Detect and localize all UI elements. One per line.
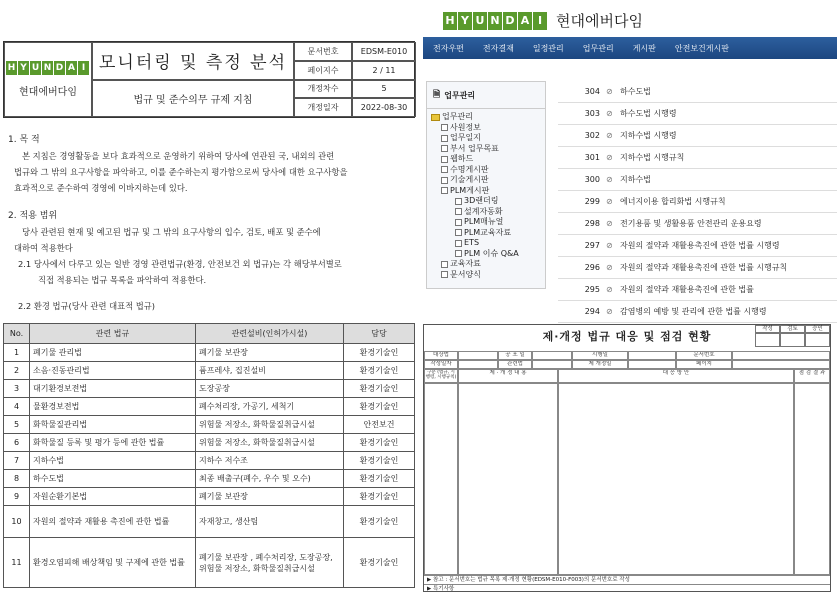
post-title[interactable]: 자원의 절약과 재활용촉진에 관한 법률 시행규칙 xyxy=(620,263,788,272)
list-item[interactable] xyxy=(558,235,837,257)
logo-letter: I xyxy=(533,12,547,30)
cell-law: 소음·진동관리법 xyxy=(30,362,196,380)
table-row xyxy=(4,538,415,588)
sidebar-tree-item[interactable] xyxy=(431,154,541,165)
meta-label-revision: 개정차수 xyxy=(294,80,352,99)
cell-law: 자원순환기본법 xyxy=(30,488,196,506)
list-item[interactable] xyxy=(558,257,837,279)
form-info-value[interactable] xyxy=(458,351,498,360)
list-item[interactable] xyxy=(558,125,837,147)
cell-result[interactable] xyxy=(794,383,830,575)
form-note: ▶ 참고 : 문서번호는 법규 목록 제·개정 현황(EDSM-E010-F003)의 문서번호로 작성 xyxy=(424,575,830,585)
cell-owner: 환경기술인 xyxy=(344,434,415,452)
page-icon xyxy=(441,145,448,152)
col-header-owner: 담당 xyxy=(344,324,415,344)
cell-changes[interactable] xyxy=(458,383,558,575)
cell-facility: 최종 배출구(폐수, 우수 및 오수) xyxy=(196,470,344,488)
cell-law: 화학물질 등록 및 평가 등에 관한 법률 xyxy=(30,434,196,452)
col-header-law: 관련 법규 xyxy=(30,324,196,344)
cell-law: 하수도법 xyxy=(30,470,196,488)
cell-no: 10 xyxy=(4,506,30,538)
sidebar-tree-item[interactable] xyxy=(431,249,541,260)
list-item[interactable] xyxy=(558,191,837,213)
post-title[interactable]: 하수도법 시행령 xyxy=(620,109,677,118)
logo-letter: U xyxy=(473,12,487,30)
portal-logo xyxy=(443,10,643,31)
form-info-label: 작성일자 xyxy=(424,360,458,369)
attachment-icon: ⊘ xyxy=(606,153,613,162)
sidebar-tree-item[interactable] xyxy=(431,228,541,239)
sidebar-tree-item[interactable] xyxy=(431,175,541,186)
post-title[interactable]: 자원의 절약과 재활용촉진에 관한 법률 xyxy=(620,285,754,294)
table-row xyxy=(4,470,415,488)
page-icon xyxy=(441,156,448,163)
form-info-value[interactable] xyxy=(458,360,498,369)
nav-item[interactable]: 전자결재 xyxy=(482,43,514,53)
sidebar-tree-label: 업무일지 xyxy=(450,133,481,142)
sidebar-tree-item[interactable] xyxy=(431,259,541,270)
page-icon xyxy=(455,219,462,226)
post-number: 303 xyxy=(584,109,600,118)
sign-cell[interactable] xyxy=(780,333,805,347)
col-header-facility: 관련설비(인허가시설) xyxy=(196,324,344,344)
form-info-value[interactable] xyxy=(628,360,676,369)
form-info-value[interactable] xyxy=(732,351,830,360)
post-number: 304 xyxy=(584,87,600,96)
post-title[interactable]: 자원의 절약과 재활용촉진에 관한 법률 시행령 xyxy=(620,241,780,250)
cell-facility: 폐기물 보관장 , 폐수처리장, 도장공장,위험물 저장소, 화학물질취급시설 xyxy=(196,538,344,588)
cell-no: 6 xyxy=(4,434,30,452)
page-icon xyxy=(441,166,448,173)
form-info-label: 문서번호 xyxy=(676,351,732,360)
form-info-label: 제 개정일 xyxy=(572,360,628,369)
page-icon xyxy=(455,229,462,236)
cell-no: 11 xyxy=(4,538,30,588)
post-title[interactable]: 지하수법 시행규칙 xyxy=(620,153,685,162)
post-title[interactable]: 감염병의 예방 및 관리에 관한 법률 시행령 xyxy=(620,307,767,316)
sidebar-tree-item[interactable] xyxy=(431,123,541,134)
cell-facility: 지하수 저수조 xyxy=(196,452,344,470)
attachment-icon: ⊘ xyxy=(606,131,613,140)
hyundai-logo xyxy=(443,12,548,30)
cell-law: 지하수법 xyxy=(30,452,196,470)
form-info-label: 공 포 일 xyxy=(498,351,532,360)
cell-owner: 환경기술인 xyxy=(344,470,415,488)
sign-label-approve: 승인 xyxy=(805,325,830,333)
attachment-icon: ⊘ xyxy=(606,87,613,96)
cell-facility: 폐수처리장, 가공기, 세척기 xyxy=(196,398,344,416)
sign-cell[interactable] xyxy=(755,333,780,347)
meta-label-docno: 문서번호 xyxy=(294,42,352,61)
regulation-table xyxy=(3,323,415,588)
scope-line: 대하여 적용한다 xyxy=(14,243,73,253)
sidebar xyxy=(426,81,546,289)
cell-facility: 자재창고, 생산팀 xyxy=(196,506,344,538)
page-icon xyxy=(455,240,462,247)
doc-subtitle: 법규 및 준수의무 규제 지침 xyxy=(92,80,294,118)
cell-facility: 폐기물 보관장 xyxy=(196,488,344,506)
cell-facility: 퓸프레샤, 집진설비 xyxy=(196,362,344,380)
form-title: 제·개정 법규 대응 및 점검 현황 xyxy=(542,330,712,343)
folder-icon xyxy=(431,114,440,121)
board-list xyxy=(558,81,837,323)
meta-value-date: 2022-08-30 xyxy=(352,98,416,117)
table-row xyxy=(4,488,415,506)
form-info-value[interactable] xyxy=(628,351,676,360)
post-number: 300 xyxy=(584,175,600,184)
cell-owner: 환경기술인 xyxy=(344,488,415,506)
intranet-portal xyxy=(423,37,837,316)
approval-box xyxy=(755,325,830,347)
post-title[interactable]: 하수도법 xyxy=(620,87,651,96)
list-item[interactable] xyxy=(558,81,837,103)
col-result: 점 검 결 과 xyxy=(794,369,830,383)
col-changes: 제 · 개 정 내 용 xyxy=(458,369,558,383)
scope-2-1-line: 직접 적용되는 법규 목록을 파악하여 적용한다. xyxy=(38,275,207,285)
nav-item[interactable]: 전자우편 xyxy=(433,43,464,53)
cell-no: 2 xyxy=(4,362,30,380)
sidebar-tree-label: ETS xyxy=(464,238,480,247)
sign-cell[interactable] xyxy=(805,333,830,347)
doc-company-name: 현대에버다임 xyxy=(19,87,77,98)
doc-title: 모니터링 및 측정 분석 xyxy=(92,42,294,80)
attachment-icon: ⊘ xyxy=(606,307,613,316)
sidebar-tree-item[interactable] xyxy=(431,270,541,281)
sidebar-tree-item[interactable] xyxy=(431,196,541,207)
sidebar-tree-label: 업무관리 xyxy=(442,112,473,121)
sidebar-tree-label: 교육자료 xyxy=(450,259,481,268)
doc-body xyxy=(8,130,413,314)
post-title[interactable]: 전기용품 및 생활용품 안전관리 운용요령 xyxy=(620,219,762,228)
logo-letter: N xyxy=(43,63,52,73)
sidebar-title: 업무관리 xyxy=(444,90,476,100)
table-row xyxy=(4,344,415,362)
doc-header xyxy=(3,41,415,118)
list-item[interactable] xyxy=(558,279,837,301)
attachment-icon: ⊘ xyxy=(606,219,613,228)
logo-letter: H xyxy=(7,63,16,73)
logo-letter: H xyxy=(443,12,457,30)
logo-letter: A xyxy=(518,12,532,30)
meta-value-revision: 5 xyxy=(352,80,416,99)
nav-item[interactable]: 게시판 xyxy=(632,43,656,53)
form-info-grid xyxy=(424,351,830,369)
cell-law: 물환경보전법 xyxy=(30,398,196,416)
top-navbar xyxy=(423,37,837,59)
sidebar-tree-label: PLM교육자료 xyxy=(464,227,512,237)
cell-facility: 도장공장 xyxy=(196,380,344,398)
purpose-line: 법규와 그 밖의 요구사항을 파악하고, 이를 준수하는지 평가함으로써 당사에 대한 요구사항을 xyxy=(14,167,348,177)
sidebar-tree-item[interactable] xyxy=(431,207,541,218)
form-info-label: 시행일 xyxy=(572,351,628,360)
attachment-icon: ⊘ xyxy=(606,109,613,118)
page-icon xyxy=(441,187,448,194)
page-icon xyxy=(455,250,462,257)
cell-law: 폐기물 관리법 xyxy=(30,344,196,362)
form-info-value[interactable] xyxy=(532,351,572,360)
cell-response[interactable] xyxy=(558,383,794,575)
cell-owner: 안전보건 xyxy=(344,416,415,434)
sidebar-tree-item[interactable] xyxy=(431,144,541,155)
sidebar-tree-label: 웹하드 xyxy=(450,154,474,163)
post-number: 296 xyxy=(584,263,600,272)
logo-letter: Y xyxy=(18,61,29,75)
cell-owner: 환경기술인 xyxy=(344,380,415,398)
cell-facility: 위험물 저장소, 화학물질취급시설 xyxy=(196,416,344,434)
sidebar-tree-label: 부서 업무목표 xyxy=(450,143,499,153)
cell-facility: 폐기물 보관장 xyxy=(196,344,344,362)
sign-label-write: 작성 xyxy=(755,325,780,333)
list-item[interactable] xyxy=(558,103,837,125)
form-content-grid xyxy=(424,369,830,575)
form-info-label: 대상법 xyxy=(424,351,458,360)
table-row xyxy=(4,362,415,380)
cell-no: 5 xyxy=(4,416,30,434)
cell-owner: 환경기술인 xyxy=(344,362,415,380)
sidebar-tree-label: PLM매뉴얼 xyxy=(464,217,504,226)
cell-law: 화학물질관리법 xyxy=(30,416,196,434)
cell-owner: 환경기술인 xyxy=(344,506,415,538)
meta-value-docno: EDSM-E010 xyxy=(352,42,416,61)
cell-no: 9 xyxy=(4,488,30,506)
list-item[interactable] xyxy=(558,147,837,169)
sidebar-tree-item[interactable] xyxy=(431,165,541,176)
list-item[interactable] xyxy=(558,169,837,191)
cell-no: 4 xyxy=(4,398,30,416)
nav-item[interactable]: 일정관리 xyxy=(532,43,564,53)
page-icon xyxy=(455,198,462,205)
scope-line: 당사 관련된 현재 및 예고된 법규 및 그 밖의 요구사항의 입수, 검토, 배포 및 준수에 xyxy=(22,227,321,237)
sidebar-tree-label: 3D랜더링 xyxy=(464,196,499,205)
sidebar-tree-item[interactable] xyxy=(431,112,541,123)
section-purpose-title: 1. 목 적 xyxy=(8,135,40,145)
cell-law: 환경오염피해 배상책임 및 구제에 관한 법률 xyxy=(30,538,196,588)
list-item[interactable] xyxy=(558,213,837,235)
hyundai-logo xyxy=(6,61,90,75)
post-number: 295 xyxy=(584,285,600,294)
post-title[interactable]: 에너지이용 합리화법 시행규칙 xyxy=(620,197,726,206)
page-icon xyxy=(441,177,448,184)
logo-letter: D xyxy=(55,63,64,73)
page-icon xyxy=(455,208,462,215)
purpose-line: 효과적으로 준수하여 경영에 이바지하는데 있다. xyxy=(14,183,188,193)
cell-owner: 환경기술인 xyxy=(344,344,415,362)
nav-item[interactable]: 안전보건게시판 xyxy=(674,43,729,53)
page-icon xyxy=(441,135,448,142)
sidebar-tree-label: 문서양식 xyxy=(450,269,481,279)
cell-no: 7 xyxy=(4,452,30,470)
logo-letter: D xyxy=(503,12,517,30)
post-number: 302 xyxy=(584,131,600,140)
cell-owner: 환경기술인 xyxy=(344,452,415,470)
meta-value-pages: 2 / 11 xyxy=(352,61,416,80)
form-remarks: ▶ 특기사항 xyxy=(424,584,830,594)
attachment-icon: ⊘ xyxy=(606,285,613,294)
sidebar-tree-item[interactable] xyxy=(431,186,541,197)
post-number: 294 xyxy=(584,307,600,316)
cell-category[interactable] xyxy=(424,383,458,575)
nav-item[interactable]: 업무관리 xyxy=(582,43,614,53)
form-info-label: 관련법 xyxy=(498,360,532,369)
form-info-label: 페이지 xyxy=(676,360,732,369)
col-response: 대 응 방 안 xyxy=(558,369,794,383)
sidebar-header xyxy=(427,82,545,109)
document-icon: 🗎 xyxy=(433,90,441,100)
section-scope-title: 2. 적용 범위 xyxy=(8,211,58,221)
col-category: 구분 (법규, 시행령, 시행규칙) xyxy=(424,369,458,383)
col-header-no: No. xyxy=(4,324,30,344)
post-title[interactable]: 지하수법 시행령 xyxy=(620,131,677,140)
meta-label-date: 개정일자 xyxy=(294,98,352,117)
post-number: 298 xyxy=(584,219,600,228)
sidebar-tree-item[interactable] xyxy=(431,217,541,228)
cell-facility: 위험물 저장소, 화학물질취급시설 xyxy=(196,434,344,452)
logo-letter: Y xyxy=(458,12,472,30)
logo-letter: N xyxy=(488,12,502,30)
sidebar-tree-item[interactable] xyxy=(431,238,541,249)
post-number: 297 xyxy=(584,241,600,250)
sidebar-tree-item[interactable] xyxy=(431,133,541,144)
cell-law: 자원의 절약과 재활용 촉진에 관한 법률 xyxy=(30,506,196,538)
table-row xyxy=(4,452,415,470)
sidebar-tree-label: 사원정보 xyxy=(450,122,481,132)
scope-2-1-line: 2.1 당사에서 다루고 있는 일반 경영 관련법규(환경, 안전보건 외 법규)는 각 해당부서별로 xyxy=(18,259,342,269)
page-icon xyxy=(441,261,448,268)
attachment-icon: ⊘ xyxy=(606,241,613,250)
post-title[interactable]: 지하수법 xyxy=(620,175,651,184)
table-row xyxy=(4,506,415,538)
attachment-icon: ⊘ xyxy=(606,197,613,206)
cell-no: 8 xyxy=(4,470,30,488)
logo-letter: I xyxy=(78,61,89,75)
sidebar-tree-label: PLM게시판 xyxy=(450,185,490,195)
cell-no: 1 xyxy=(4,344,30,362)
post-number: 299 xyxy=(584,197,600,206)
table-row xyxy=(4,434,415,452)
attachment-icon: ⊘ xyxy=(606,175,613,184)
attachment-icon: ⊘ xyxy=(606,263,613,272)
form-info-value[interactable] xyxy=(532,360,572,369)
cell-owner: 환경기술인 xyxy=(344,398,415,416)
sidebar-tree-label: PLM 이슈 Q&A xyxy=(464,248,519,258)
sign-label-review: 검토 xyxy=(780,325,805,333)
page-icon xyxy=(441,271,448,278)
table-row xyxy=(4,398,415,416)
logo-letter: U xyxy=(31,63,40,73)
cell-law: 대기환경보전법 xyxy=(30,380,196,398)
cell-no: 3 xyxy=(4,380,30,398)
doc-logo-cell xyxy=(4,42,92,117)
sidebar-tree xyxy=(427,109,545,283)
table-row xyxy=(4,380,415,398)
table-row xyxy=(4,416,415,434)
portal-company-name: 현대에버다임 xyxy=(556,12,643,30)
post-number: 301 xyxy=(584,153,600,162)
list-item[interactable] xyxy=(558,301,837,323)
sidebar-tree-label: 기술게시판 xyxy=(450,175,489,184)
logo-letter: A xyxy=(66,61,77,75)
check-form xyxy=(423,324,831,592)
page-icon xyxy=(441,124,448,131)
table-header-row xyxy=(4,324,415,344)
meta-label-pages: 페이지수 xyxy=(294,61,352,80)
sidebar-tree-label: 수명게시판 xyxy=(450,164,489,174)
scope-2-2-heading: 2.2 환경 법규(당사 관련 대표적 법규) xyxy=(18,301,156,311)
form-info-value[interactable] xyxy=(732,360,830,369)
sidebar-tree-label: 설계자동화 xyxy=(464,206,503,216)
purpose-line: 본 지침은 경영활동을 보다 효과적으로 운영하기 위하여 당사에 연관된 국, 내외의 관련 xyxy=(22,151,335,161)
cell-owner: 환경기술인 xyxy=(344,538,415,588)
